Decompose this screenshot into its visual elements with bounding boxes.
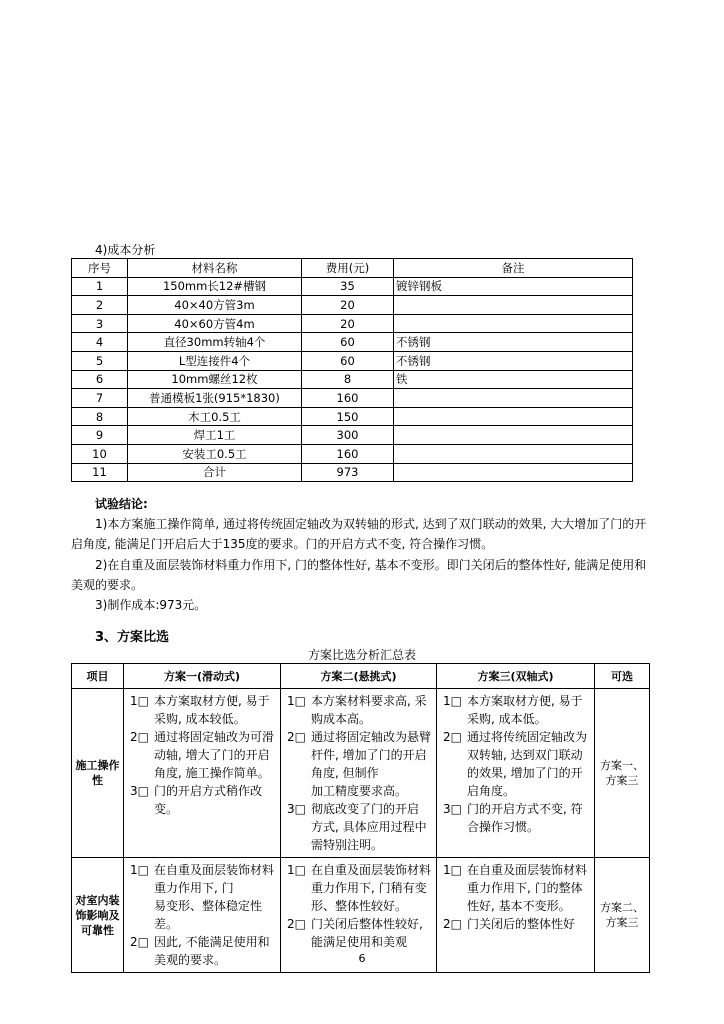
table-row	[72, 333, 633, 352]
conclusion-p1: 1)本方案施工操作简单, 通过将传统固定轴改为双转轴的形式, 达到了双门联动的效果, 大大增加了门的开启角度, 能满足门开启后大于135度的要求。门的开启方式不变, 符合操作习惯。	[71, 517, 647, 552]
cell-index: 7	[72, 389, 128, 408]
item-text: 门的开启方式稍作改变。	[154, 784, 263, 816]
header-remark: 备注	[394, 259, 633, 278]
row-choice: 方案一、方案三	[595, 689, 650, 858]
cell-material: 木工0.5工	[128, 407, 302, 426]
header-plan2: 方案二(悬挑式)	[281, 664, 437, 689]
list-item	[287, 861, 432, 915]
cell-material: 150mm长12#槽钢	[128, 277, 302, 296]
cell-cost: 973	[302, 463, 394, 482]
table-row	[72, 314, 633, 333]
item-text: 门的开启方式不变, 符合操作习惯。	[467, 802, 583, 834]
list-item	[130, 861, 276, 897]
item-number: 1□	[287, 694, 306, 708]
list-item	[287, 800, 432, 818]
item-number: 2□	[287, 917, 306, 931]
list-item	[443, 800, 590, 836]
cell-material: 普通模板1张(915*1830)	[128, 389, 302, 408]
table-row	[72, 426, 633, 445]
cell-cost: 35	[302, 277, 394, 296]
table-row	[72, 370, 633, 389]
item-number	[287, 818, 311, 854]
conclusion	[71, 494, 651, 615]
row-item: 对室内装饰影响及可靠性	[72, 858, 124, 973]
row-choice: 方案二、方案三	[595, 858, 650, 973]
cell-plan2	[281, 689, 437, 858]
item-number: 1□	[443, 694, 462, 708]
item-text: 门关闭后的整体性好	[467, 917, 576, 931]
cell-index: 10	[72, 444, 128, 463]
cell-remark	[394, 444, 633, 463]
cell-material: 40×60方管4m	[128, 314, 302, 333]
list-item	[443, 692, 590, 728]
cell-cost: 8	[302, 370, 394, 389]
cell-cost: 300	[302, 426, 394, 445]
section3-title: 3、方案比选	[95, 630, 170, 645]
list-item	[130, 782, 276, 818]
item-number: 2□	[287, 730, 306, 744]
item-number: 1□	[443, 863, 462, 877]
item-text: 门关闭后整体性较好, 能满足使用和美观	[311, 917, 423, 949]
item-number: 3□	[443, 802, 462, 816]
cost-table-header	[72, 259, 633, 278]
item-text: 通过将传统固定轴改为双转轴, 达到双门联动的效果, 增加了门的开启角度。	[467, 730, 588, 798]
table-row	[72, 689, 650, 858]
cell-cost: 160	[302, 389, 394, 408]
header-choice: 可选	[595, 664, 650, 689]
table-row	[72, 296, 633, 315]
item-number: 2□	[443, 730, 462, 744]
cell-material: 10mm螺丝12枚	[128, 370, 302, 389]
cell-cost: 20	[302, 314, 394, 333]
cell-plan1	[124, 689, 281, 858]
cell-remark	[394, 463, 633, 482]
cell-material: 安装工0.5工	[128, 444, 302, 463]
header-cost: 费用(元)	[302, 259, 394, 278]
item-text: 在自重及面层装饰材料重力作用下, 门	[154, 863, 275, 895]
cell-index: 9	[72, 426, 128, 445]
cell-remark	[394, 296, 633, 315]
conclusion-p2: 2)在自重及面层装饰材料重力作用下, 门的整体性好, 基本不变形。即门关闭后的整体性好, 能满足使用和美观的要求。	[71, 557, 647, 592]
list-item	[287, 915, 432, 951]
header-index: 序号	[72, 259, 128, 278]
row-item: 施工操作性	[72, 689, 124, 858]
cell-index: 6	[72, 370, 128, 389]
cell-index: 5	[72, 351, 128, 370]
list-item	[443, 861, 590, 915]
cell-remark	[394, 389, 633, 408]
comparison-body	[72, 689, 650, 973]
cell-plan3	[437, 689, 595, 858]
item-number	[287, 782, 311, 800]
list-item	[443, 915, 590, 933]
cell-index: 1	[72, 277, 128, 296]
table-row	[72, 407, 633, 426]
item-text: 在自重及面层装饰材料重力作用下, 门的整体性好, 基本不变形。	[467, 863, 588, 913]
list-item	[287, 728, 432, 782]
item-text: 彻底改变了门的开启	[311, 802, 420, 816]
comparison-caption: 方案比选分析汇总表	[307, 648, 416, 662]
cell-cost: 60	[302, 333, 394, 352]
cell-index: 2	[72, 296, 128, 315]
table-row	[72, 351, 633, 370]
item-text: 通过将固定轴改为可滑动轴, 增大了门的开启角度, 施工操作简单。	[154, 730, 275, 780]
comparison-table	[71, 663, 650, 973]
item-number: 1□	[287, 863, 306, 877]
cell-cost: 150	[302, 407, 394, 426]
item-text: 本方案取材方便, 易于采购, 成本低。	[467, 694, 583, 726]
cell-remark: 铁	[394, 370, 633, 389]
list-item	[287, 782, 432, 800]
cell-index: 11	[72, 463, 128, 482]
item-number: 2□	[130, 935, 149, 949]
item-number: 1□	[130, 863, 149, 877]
cell-remark: 镀锌钢板	[394, 277, 633, 296]
item-text: 通过将固定轴改为悬臂杆件, 增加了门的开启角度, 但制作	[311, 730, 432, 780]
item-text: 本方案材料要求高, 采购成本高。	[311, 694, 427, 726]
list-item	[130, 897, 276, 933]
item-number: 2□	[130, 730, 149, 744]
cell-index: 4	[72, 333, 128, 352]
cell-material: 焊工1工	[128, 426, 302, 445]
list-item	[130, 728, 276, 782]
cell-material: 合计	[128, 463, 302, 482]
item-number: 1□	[130, 694, 149, 708]
item-text: 本方案取材方便, 易于采购, 成本较低。	[154, 694, 270, 726]
item-text: 加工精度要求高。	[311, 784, 408, 798]
table-row	[72, 444, 633, 463]
cost-analysis-title: 4)成本分析	[95, 243, 156, 257]
list-item	[443, 728, 590, 800]
table-row	[72, 277, 633, 296]
header-item: 项目	[72, 664, 124, 689]
item-number: 2□	[443, 917, 462, 931]
cell-index: 8	[72, 407, 128, 426]
conclusion-p3: 3)制作成本:973元。	[95, 598, 207, 613]
item-text: 方式, 具体应用过程中需特别注明。	[311, 820, 427, 852]
cell-cost: 160	[302, 444, 394, 463]
item-number	[130, 897, 154, 933]
cell-remark: 不锈钢	[394, 351, 633, 370]
cell-remark	[394, 426, 633, 445]
cell-remark: 不锈钢	[394, 333, 633, 352]
cell-cost: 20	[302, 296, 394, 315]
cell-index: 3	[72, 314, 128, 333]
item-text: 在自重及面层装饰材料重力作用下, 门稍有变形、整体性较好。	[311, 863, 432, 913]
table-row	[72, 389, 633, 408]
cell-material: 直径30mm转轴4个	[128, 333, 302, 352]
item-number: 3□	[130, 784, 149, 798]
cell-material: L型连接件4个	[128, 351, 302, 370]
cell-remark	[394, 314, 633, 333]
item-number: 3□	[287, 802, 306, 816]
item-text: 易变形、整体稳定性差。	[154, 899, 263, 931]
cost-table-body	[72, 277, 633, 482]
header-material: 材料名称	[128, 259, 302, 278]
header-plan3: 方案三(双轴式)	[437, 664, 595, 689]
cell-cost: 60	[302, 351, 394, 370]
table-row	[72, 463, 633, 482]
list-item	[130, 692, 276, 728]
conclusion-title: 试验结论:	[95, 497, 148, 511]
comparison-header	[72, 664, 650, 689]
page-number: 6	[358, 952, 366, 965]
list-item	[287, 818, 432, 854]
cell-material: 40×40方管3m	[128, 296, 302, 315]
list-item	[287, 692, 432, 728]
header-plan1: 方案一(滑动式)	[124, 664, 281, 689]
cost-table	[71, 258, 633, 482]
item-text: 因此, 不能满足使用和美观的要求。	[154, 935, 270, 967]
cell-remark	[394, 407, 633, 426]
